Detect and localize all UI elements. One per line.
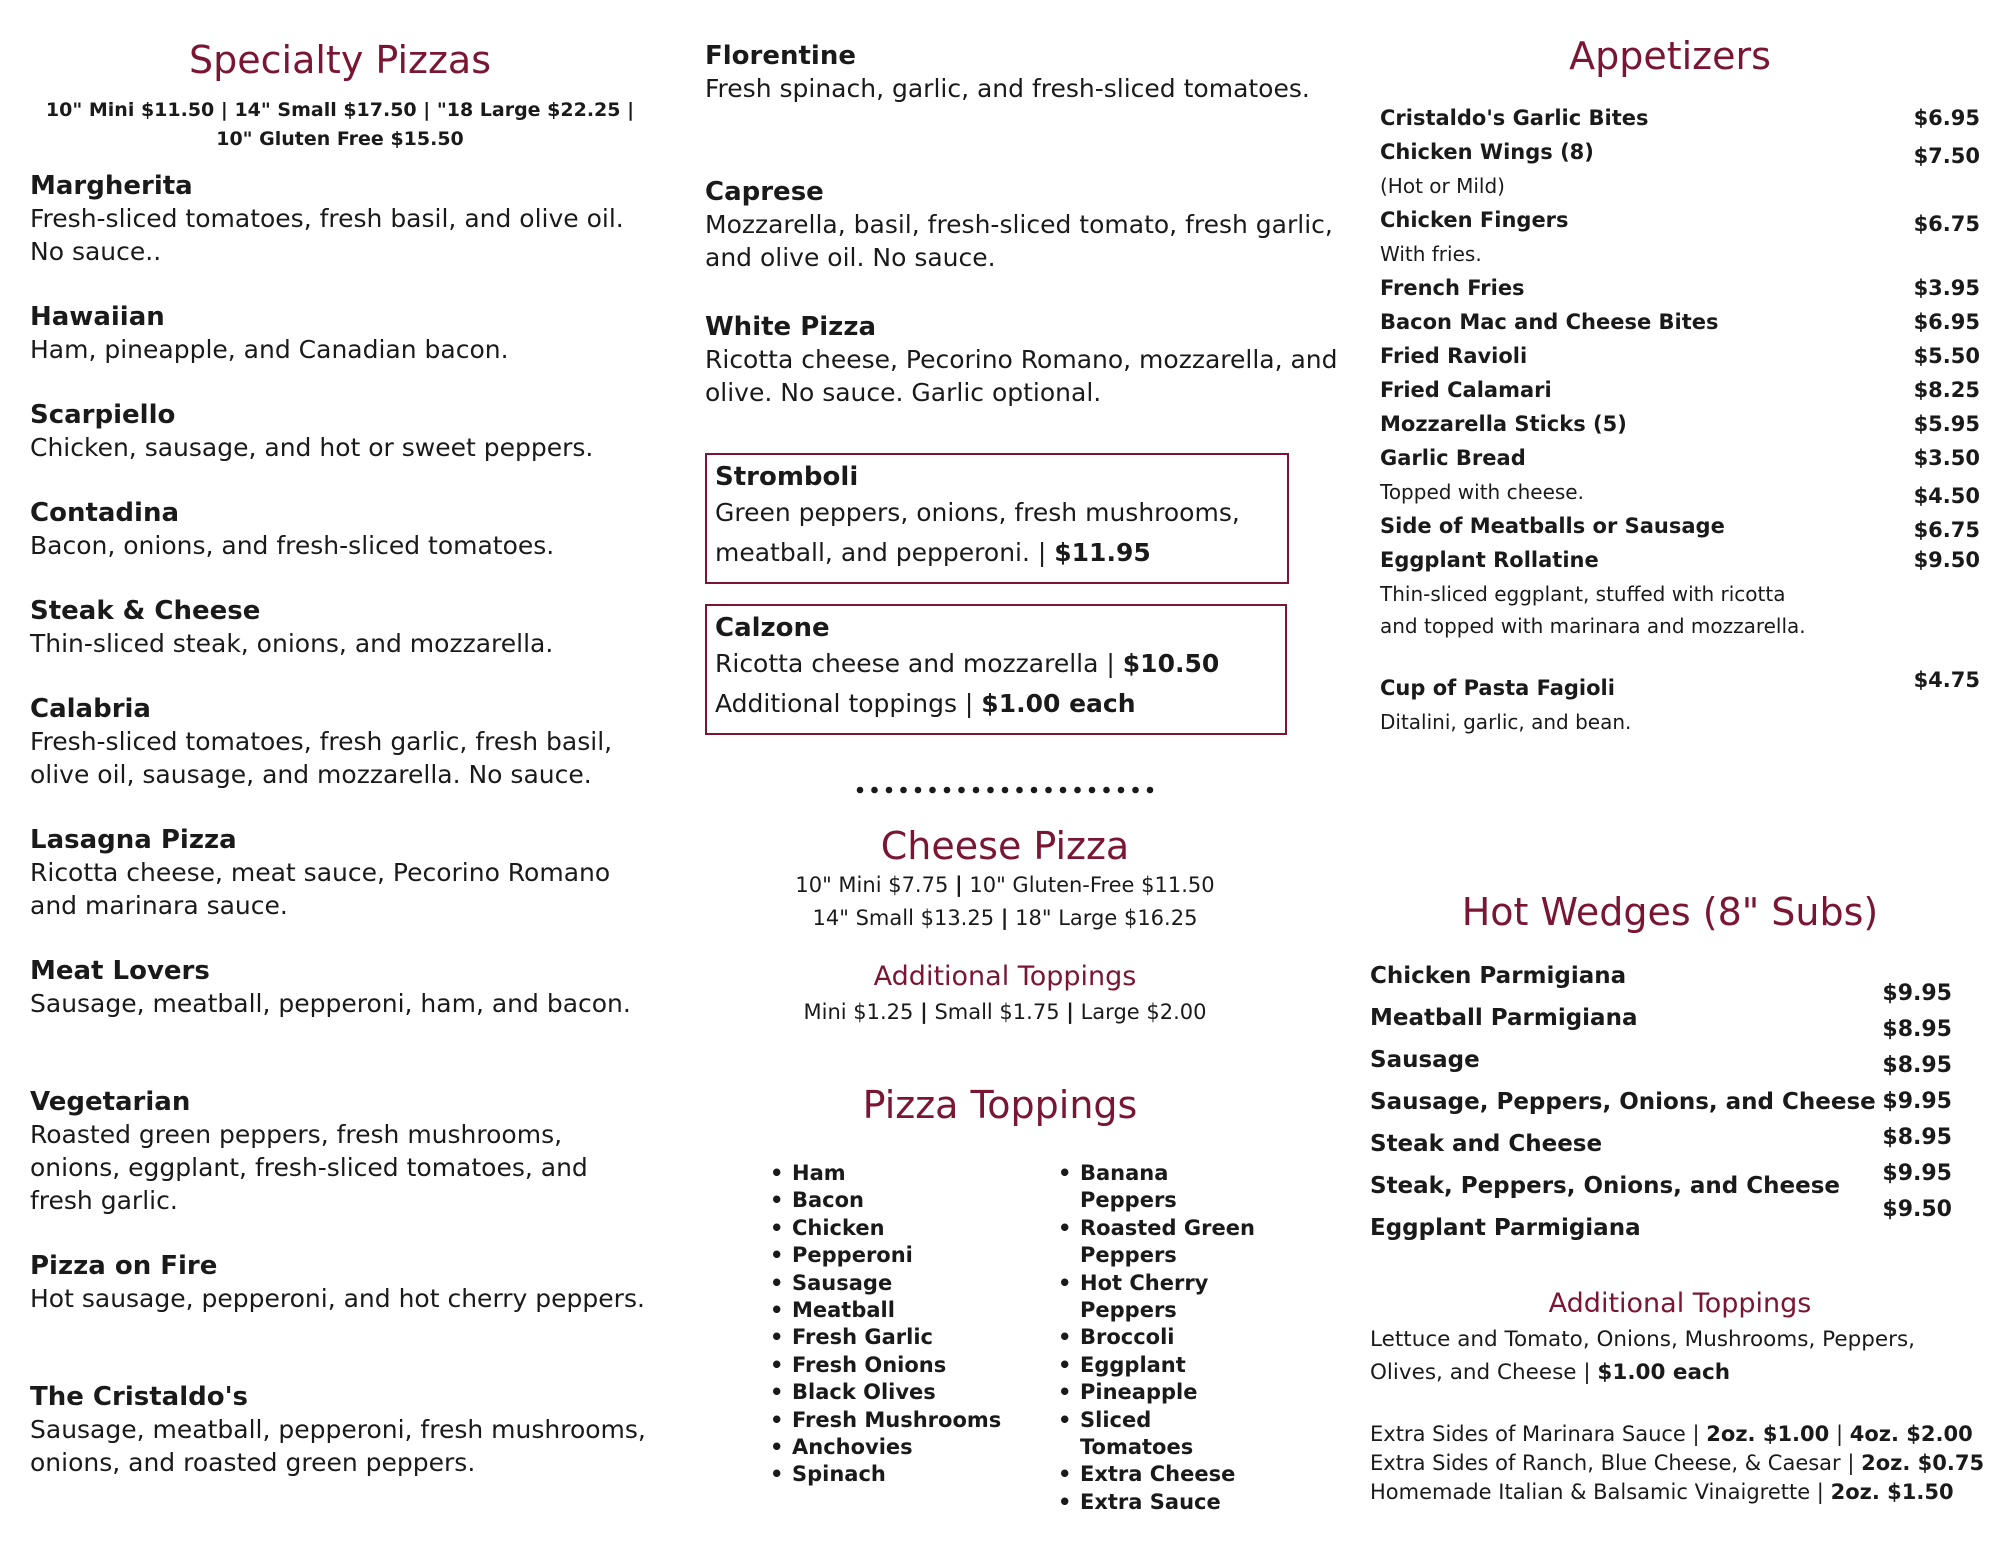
calzone-line2-text: Additional toppings | <box>715 689 974 718</box>
separator: | <box>955 873 963 897</box>
divider-dot <box>1118 787 1125 794</box>
stromboli-price: $11.95 <box>1054 538 1151 567</box>
pizza-desc: Mozzarella, basil, fresh-sliced tomato, fresh garlic, and olive oil. No sauce. <box>705 210 1333 272</box>
pizza-desc: Hot sausage, pepperoni, and hot cherry peppers. <box>30 1284 645 1313</box>
pizza-name: Meat Lovers <box>30 956 210 986</box>
topping-item: • Broccoli <box>1058 1324 1258 1351</box>
topping-item: • Fresh Garlic <box>770 1324 1030 1351</box>
appetizer-description: (Hot or Mild) <box>1380 174 1505 198</box>
separator: | <box>1000 906 1009 930</box>
topping-item: • Extra Cheese <box>1058 1461 1258 1488</box>
pizza-name: Lasagna Pizza <box>30 825 237 855</box>
appetizer-note <box>1370 242 1980 272</box>
appetizer-row <box>1370 344 1980 374</box>
topping-item: • Banana Peppers <box>1058 1160 1258 1215</box>
cheese-pizza-prices <box>705 869 1305 935</box>
appetizer-name: Chicken Fingers <box>1380 208 1569 232</box>
pizza-desc: Chicken, sausage, and hot or sweet peppers. <box>30 433 594 462</box>
stromboli-desc <box>715 493 1279 573</box>
topping-item: • Sausage <box>770 1270 1030 1297</box>
ranch-price: 2oz. $0.75 <box>1861 1451 1985 1475</box>
pizza-desc: Roasted green peppers, fresh mushrooms, onions, eggplant, fresh-sliced tomatoes, and fresh garlic. <box>30 1120 588 1215</box>
wedges-add-price: $1.00 each <box>1597 1360 1731 1385</box>
appetizer-note <box>1370 174 1980 204</box>
divider-dot <box>1074 787 1081 794</box>
pizza-item <box>30 1381 650 1479</box>
divider-dot <box>1002 787 1009 794</box>
appetizer-row <box>1370 140 1980 170</box>
pizza-desc: Ricotta cheese, Pecorino Romano, mozzarella, and olive. No sauce. Garlic optional. <box>705 345 1338 407</box>
appetizer-price: $9.50 <box>1913 548 1980 572</box>
pizza-desc: Ricotta cheese, meat sauce, Pecorino Romano and marinara sauce. <box>30 858 611 920</box>
appetizer-name: Cristaldo's Garlic Bites <box>1380 106 1649 130</box>
stromboli-desc-text: Green peppers, onions, fresh mushrooms, meatball, and pepperoni. | <box>715 498 1240 567</box>
divider-dot <box>915 787 922 794</box>
cheese-mini-price: 10" Mini $7.75 <box>795 873 949 897</box>
pizza-desc: Ham, pineapple, and Canadian bacon. <box>30 335 509 364</box>
divider-dot <box>973 787 980 794</box>
cheese-small-price: 14" Small $13.25 <box>812 906 995 930</box>
vinaigrette-label: Homemade Italian & Balsamic Vinaigrette | <box>1370 1480 1824 1504</box>
pizza-desc: Thin-sliced steak, onions, and mozzarella. <box>30 629 554 658</box>
topping-item: • Spinach <box>770 1461 1030 1488</box>
wedge-name: Sausage <box>1370 1047 1480 1073</box>
appetizer-row <box>1370 276 1980 306</box>
add-mini-price: Mini $1.25 <box>803 1000 914 1024</box>
topping-item: • Chicken <box>770 1215 1030 1242</box>
cheese-large-price: 18" Large $16.25 <box>1015 906 1198 930</box>
appetizer-name: French Fries <box>1380 276 1525 300</box>
specialty-pizzas-title: Specialty Pizzas <box>189 38 491 82</box>
wedges-additional-toppings-text <box>1370 1323 1970 1389</box>
wedge-name: Steak, Peppers, Onions, and Cheese <box>1370 1173 1841 1199</box>
topping-item: • Fresh Onions <box>770 1352 1030 1379</box>
specialty-prices <box>30 96 650 154</box>
pizza-name: Margherita <box>30 171 193 201</box>
divider-dot <box>871 787 878 794</box>
pizza-item <box>705 176 1345 274</box>
topping-item: • Roasted Green Peppers <box>1058 1215 1258 1270</box>
appetizer-price: $3.95 <box>1913 276 1980 300</box>
appetizer-description: Thin-sliced eggplant, stuffed with ricotta <box>1380 582 1786 606</box>
cheese-additional-toppings-prices <box>705 997 1305 1027</box>
appetizer-row <box>1370 378 1980 408</box>
cheese-pizza-prices-line2 <box>705 902 1305 935</box>
topping-item: • Sliced Tomatoes <box>1058 1407 1258 1462</box>
cheese-pizza-prices-line1 <box>705 869 1305 902</box>
appetizer-description: With fries. <box>1380 242 1482 266</box>
divider-dot <box>1132 787 1139 794</box>
appetizer-row <box>1370 106 1980 136</box>
divider-dot <box>1089 787 1096 794</box>
topping-item: • Extra Sauce <box>1058 1489 1258 1516</box>
divider-dot <box>1031 787 1038 794</box>
calzone-line1-text: Ricotta cheese and mozzarella | <box>715 649 1115 678</box>
pizza-desc: Fresh-sliced tomatoes, fresh basil, and olive oil. No sauce.. <box>30 204 624 266</box>
pizza-item <box>30 497 650 562</box>
topping-item: • Ham <box>770 1160 1030 1187</box>
divider-dot <box>857 787 864 794</box>
calzone-line2 <box>715 684 1277 724</box>
pizza-item <box>30 955 650 1020</box>
appetizers-column <box>1370 0 1980 760</box>
appetizer-price: $6.75 <box>1913 518 1980 542</box>
pizza-desc: Sausage, meatball, pepperoni, fresh mushrooms, onions, and roasted green peppers. <box>30 1415 646 1477</box>
pizza-item <box>30 693 650 791</box>
pizza-desc: Fresh spinach, garlic, and fresh-sliced tomatoes. <box>705 74 1310 103</box>
divider-dot <box>1016 787 1023 794</box>
divider-dot <box>944 787 951 794</box>
marinara-label: Extra Sides of Marinara Sauce | <box>1370 1422 1700 1446</box>
appetizer-price: $7.50 <box>1913 144 1980 168</box>
divider-dot <box>1060 787 1067 794</box>
wedge-name: Steak and Cheese <box>1370 1131 1603 1157</box>
pizza-name: Scarpiello <box>30 400 176 430</box>
extra-sides <box>1370 1420 1995 1507</box>
specialty-prices-line1: 10" Mini $11.50 | 14" Small $17.50 | "18 Large $22.25 | <box>45 99 635 121</box>
wedge-name: Meatball Parmigiana <box>1370 1005 1638 1031</box>
calzone-price2: $1.00 each <box>981 689 1136 718</box>
topping-item: • Fresh Mushrooms <box>770 1407 1030 1434</box>
pizza-item <box>705 311 1345 409</box>
cheese-gluten-free-price: 10" Gluten-Free $11.50 <box>969 873 1215 897</box>
pizza-name: Contadina <box>30 498 180 528</box>
appetizer-name: Mozzarella Sticks (5) <box>1380 412 1627 436</box>
wedge-price: $9.95 <box>1882 1089 1952 1114</box>
topping-item: • Meatball <box>770 1297 1030 1324</box>
dotted-divider <box>855 780 1155 800</box>
appetizer-name: Garlic Bread <box>1380 446 1526 470</box>
wedges-additional-toppings-title: Additional Toppings <box>1548 1288 1812 1319</box>
hot-wedges-title: Hot Wedges (8" Subs) <box>1461 890 1879 934</box>
extra-ranch <box>1370 1449 1995 1478</box>
wedge-price: $9.50 <box>1882 1197 1952 1222</box>
appetizer-price: $6.95 <box>1913 106 1980 130</box>
pizza-desc: Fresh-sliced tomatoes, fresh garlic, fresh basil, olive oil, sausage, and mozzarella. No sauce. <box>30 727 613 789</box>
pizza-item <box>30 170 650 268</box>
stromboli-box <box>705 453 1289 584</box>
divider-dot <box>1103 787 1110 794</box>
wedge-price: $8.95 <box>1882 1053 1952 1078</box>
topping-item: • Anchovies <box>770 1434 1030 1461</box>
separator: | <box>1835 1422 1844 1446</box>
cheese-additional-toppings-title: Additional Toppings <box>873 961 1137 992</box>
appetizer-name: Fried Ravioli <box>1380 344 1528 368</box>
pizza-name: Vegetarian <box>30 1087 191 1117</box>
marinara-4oz-price: 4oz. $2.00 <box>1849 1422 1973 1446</box>
appetizer-description: Ditalini, garlic, and bean. <box>1380 710 1632 734</box>
appetizer-row <box>1370 310 1980 340</box>
wedge-name: Sausage, Peppers, Onions, and Cheese <box>1370 1089 1876 1115</box>
divider-dot <box>1147 787 1154 794</box>
pizza-name: Pizza on Fire <box>30 1251 218 1281</box>
divider-dot <box>987 787 994 794</box>
pizza-desc: Bacon, onions, and fresh-sliced tomatoes. <box>30 531 555 560</box>
stromboli-name: Stromboli <box>715 462 859 492</box>
pizza-name: White Pizza <box>705 312 876 342</box>
calzone-price1: $10.50 <box>1122 649 1220 678</box>
divider-dot <box>1045 787 1052 794</box>
appetizer-price: $8.25 <box>1913 378 1980 402</box>
appetizers-title: Appetizers <box>1569 34 1771 78</box>
wedges-add-text: Lettuce and Tomato, Onions, Mushrooms, Peppers, Olives, and Cheese | <box>1370 1327 1915 1385</box>
pizza-toppings-title: Pizza Toppings <box>862 1083 1138 1127</box>
appetizer-name: Bacon Mac and Cheese Bites <box>1380 310 1719 334</box>
divider-dot <box>958 787 965 794</box>
appetizer-row <box>1370 208 1980 238</box>
appetizer-note <box>1370 582 1980 612</box>
wedge-name: Eggplant Parmigiana <box>1370 1215 1641 1241</box>
appetizer-price: $6.95 <box>1913 310 1980 334</box>
pizza-name: Hawaiian <box>30 302 165 332</box>
divider-dot <box>886 787 893 794</box>
appetizer-name: Side of Meatballs or Sausage <box>1380 514 1725 538</box>
pizza-item <box>30 595 650 660</box>
specialty-prices-line2: 10" Gluten Free $15.50 <box>216 128 464 150</box>
pizza-item <box>30 399 650 464</box>
appetizer-price: $6.75 <box>1913 212 1980 236</box>
appetizer-description: Topped with cheese. <box>1380 480 1584 504</box>
appetizer-note <box>1370 710 1980 740</box>
toppings-list-right <box>1058 1160 1258 1516</box>
calzone-line1 <box>715 644 1277 684</box>
pizza-item <box>30 1250 650 1315</box>
calzone-name: Calzone <box>715 613 830 643</box>
appetizer-name: Chicken Wings (8) <box>1380 140 1594 164</box>
appetizer-row <box>1370 514 1980 544</box>
wedge-name: Chicken Parmigiana <box>1370 963 1627 989</box>
appetizer-row <box>1370 446 1980 476</box>
appetizer-price: $4.75 <box>1913 668 1980 692</box>
appetizer-note <box>1370 480 1980 510</box>
pizza-desc: Sausage, meatball, pepperoni, ham, and bacon. <box>30 989 631 1018</box>
appetizer-row <box>1370 548 1980 578</box>
pizza-name: The Cristaldo's <box>30 1382 249 1412</box>
pizza-name: Caprese <box>705 177 824 207</box>
extra-marinara <box>1370 1420 1995 1449</box>
appetizer-name: Cup of Pasta Fagioli <box>1380 676 1615 700</box>
hot-wedges-list <box>1370 960 1980 1250</box>
appetizer-row <box>1370 668 1980 706</box>
topping-item: • Eggplant <box>1058 1352 1258 1379</box>
topping-item: • Pineapple <box>1058 1379 1258 1406</box>
topping-item: • Hot Cherry Peppers <box>1058 1270 1258 1325</box>
toppings-list-left <box>770 1160 1030 1489</box>
appetizer-description: and topped with marinara and mozzarella. <box>1380 614 1806 638</box>
add-large-price: Large $2.00 <box>1080 1000 1207 1024</box>
wedge-price: $9.95 <box>1882 981 1952 1006</box>
pizza-item <box>30 1086 650 1217</box>
wedge-price: $8.95 <box>1882 1017 1952 1042</box>
appetizer-name: Eggplant Rollatine <box>1380 548 1599 572</box>
separator: | <box>1066 1000 1074 1024</box>
pizza-item <box>30 301 650 366</box>
ranch-label: Extra Sides of Ranch, Blue Cheese, & Caesar | <box>1370 1451 1855 1475</box>
calzone-box <box>705 604 1287 735</box>
cheese-pizza-title: Cheese Pizza <box>880 824 1130 868</box>
appetizer-note <box>1370 614 1980 644</box>
pizza-name: Florentine <box>705 41 856 71</box>
appetizer-price: $3.50 <box>1913 446 1980 470</box>
wedge-price: $8.95 <box>1882 1125 1952 1150</box>
topping-item: • Pepperoni <box>770 1242 1030 1269</box>
wedge-price: $9.95 <box>1882 1161 1952 1186</box>
topping-item: • Black Olives <box>770 1379 1030 1406</box>
pizza-name: Steak & Cheese <box>30 596 261 626</box>
appetizer-price: $5.95 <box>1913 412 1980 436</box>
pizza-name: Calabria <box>30 694 151 724</box>
pizza-item <box>705 40 1345 105</box>
appetizer-price: $5.50 <box>1913 344 1980 368</box>
pizza-item <box>30 824 650 922</box>
separator: | <box>920 1000 928 1024</box>
appetizer-name: Fried Calamari <box>1380 378 1552 402</box>
divider-dot <box>929 787 936 794</box>
appetizer-price: $4.50 <box>1913 484 1980 508</box>
topping-item: • Bacon <box>770 1187 1030 1214</box>
marinara-2oz-price: 2oz. $1.00 <box>1706 1422 1830 1446</box>
appetizer-row <box>1370 412 1980 442</box>
extra-vinaigrette <box>1370 1478 1995 1507</box>
divider-dot <box>900 787 907 794</box>
add-small-price: Small $1.75 <box>934 1000 1060 1024</box>
vinaigrette-price: 2oz. $1.50 <box>1830 1480 1954 1504</box>
